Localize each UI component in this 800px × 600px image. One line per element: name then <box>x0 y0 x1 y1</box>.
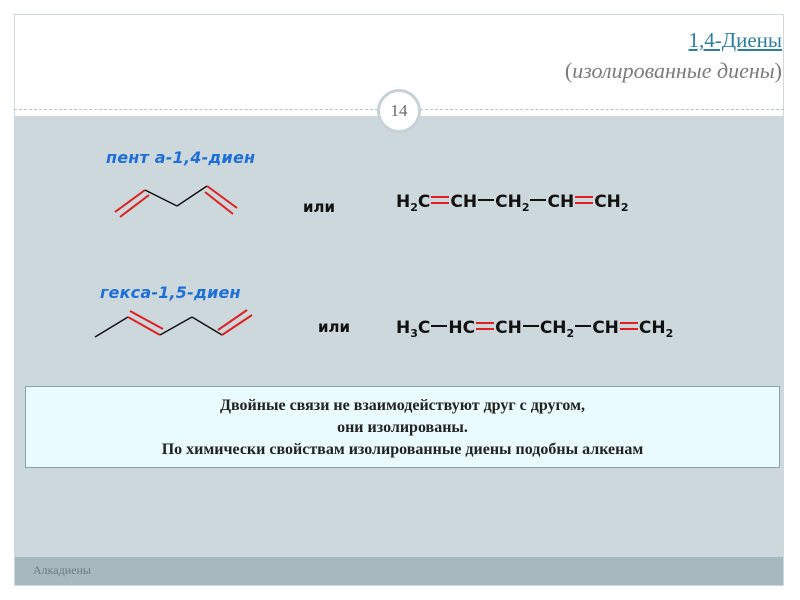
formula1-double-bond-2 <box>575 196 593 204</box>
hexadiene-single-bond-2 <box>160 317 192 335</box>
info-line-2: они изолированы. <box>337 419 468 436</box>
formula2-single-bond-2 <box>523 325 539 327</box>
formula-pentadiene <box>396 192 629 214</box>
formula1-sub-2b: 2 <box>521 201 530 214</box>
page-number-badge: 14 <box>377 89 421 133</box>
formula1-double-bond-1 <box>431 196 449 204</box>
formula1-sub-2a: 2 <box>410 201 418 214</box>
pentadiene-single-bond-2 <box>177 186 207 206</box>
compound-name-pentadiene: пент а-1,4-диен <box>106 148 256 167</box>
formula2-sub-3: 3 <box>410 327 418 340</box>
formula2-single-bond-1 <box>431 325 447 327</box>
formula2-double-bond-2 <box>620 322 638 330</box>
info-box <box>25 386 780 468</box>
formula2-sub-2b: 2 <box>665 327 674 340</box>
slide-title: 1,4-Диены <box>688 28 782 52</box>
subtitle-open-paren: ( <box>564 58 573 83</box>
formula2-ch-4: CH <box>638 318 666 338</box>
formula2-sub-2a: 2 <box>566 327 575 340</box>
hexadiene-single-bond-3 <box>192 317 222 335</box>
formula2-ch-1: CH <box>495 318 522 338</box>
formula2-ch-3: CH <box>592 318 619 338</box>
subtitle-text: изолированные диены <box>572 58 775 83</box>
formula1-sub-2c: 2 <box>620 201 629 214</box>
subtitle-close-paren: ) <box>774 58 782 83</box>
pentadiene-skeleton <box>105 178 255 220</box>
or-label-1: или <box>303 198 336 216</box>
formula2-hc: HC <box>448 318 476 338</box>
formula1-atom-c: C <box>417 192 431 212</box>
formula2-atom-h: H <box>396 318 411 338</box>
formula1-ch-1: CH <box>450 192 478 212</box>
formula1-atom-h: H <box>396 192 411 212</box>
formula1-ch-2: CH <box>495 192 522 212</box>
formula-hexadiene <box>396 318 673 340</box>
formula2-ch-2: CH <box>539 318 567 338</box>
or-label-2: или <box>318 318 351 336</box>
formula1-single-bond-1 <box>478 199 494 201</box>
hexadiene-single-bond-1 <box>95 317 128 337</box>
slide-subtitle <box>565 58 782 84</box>
info-line-1: Двойные связи не взаимодействуют друг с другом, <box>220 397 585 414</box>
hexadiene-skeleton <box>90 305 260 345</box>
pentadiene-single-bond-1 <box>145 190 177 206</box>
formula1-ch-4: CH <box>594 192 621 212</box>
formula1-ch-3: CH <box>547 192 575 212</box>
compound-name-hexadiene: гекса-1,5-диен <box>100 283 241 302</box>
footer-band <box>15 557 783 585</box>
info-line-3: По химически свойствам изолированные диены подобны алкенам <box>161 441 644 458</box>
formula1-single-bond-2 <box>530 199 546 201</box>
footer-text: Алкадиены <box>33 563 91 577</box>
formula2-atom-c: C <box>417 318 431 338</box>
formula2-double-bond-1 <box>476 322 494 330</box>
formula2-single-bond-3 <box>575 325 591 327</box>
